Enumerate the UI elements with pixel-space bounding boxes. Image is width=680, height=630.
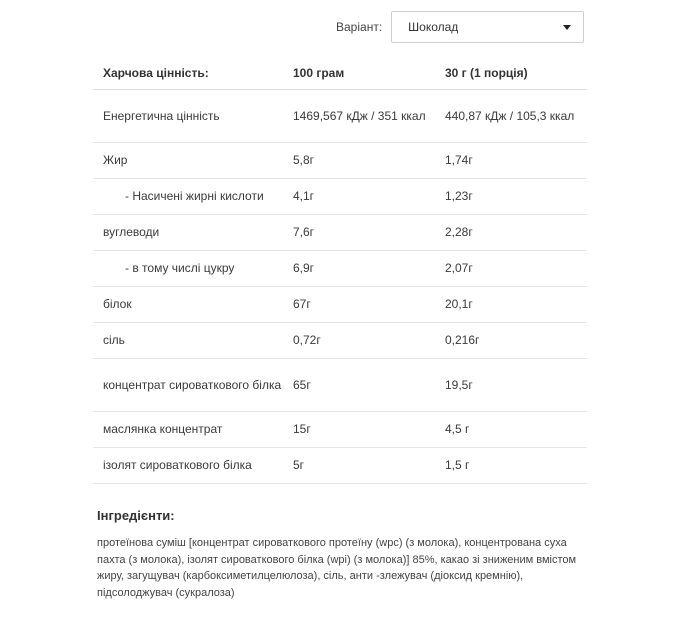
value-per-serving: 20,1г bbox=[435, 287, 587, 323]
variant-selected-value: Шоколад bbox=[408, 20, 459, 34]
nutrition-header-row bbox=[93, 57, 587, 90]
table-row bbox=[93, 448, 587, 484]
value-per-100g: 5,8г bbox=[283, 143, 435, 179]
ingredients-title: Інгредієнти: bbox=[97, 508, 175, 523]
table-row bbox=[93, 359, 587, 412]
nutrient-name: концентрат сироваткового білка bbox=[93, 359, 283, 412]
value-per-100g: 15г bbox=[283, 412, 435, 448]
value-per-100g: 5г bbox=[283, 448, 435, 484]
nutrition-rows bbox=[93, 90, 587, 484]
nutrient-name: - Насичені жирні кислоти bbox=[93, 179, 283, 215]
nutrient-name: білок bbox=[93, 287, 283, 323]
value-per-serving: 19,5г bbox=[435, 359, 587, 412]
value-per-100g: 4,1г bbox=[283, 179, 435, 215]
header-nutrient: Харчова цінність: bbox=[93, 57, 283, 90]
table-row bbox=[93, 90, 587, 143]
nutrient-name: - в тому числі цукру bbox=[93, 251, 283, 287]
nutrient-name: Енергетична цінність bbox=[93, 90, 283, 143]
value-per-100g: 7,6г bbox=[283, 215, 435, 251]
value-per-serving: 1,5 г bbox=[435, 448, 587, 484]
value-per-serving: 0,216г bbox=[435, 323, 587, 359]
nutrient-name: маслянка концентрат bbox=[93, 412, 283, 448]
variant-dropdown[interactable] bbox=[391, 11, 584, 43]
nutrient-name: сіль bbox=[93, 323, 283, 359]
value-per-serving: 2,07г bbox=[435, 251, 587, 287]
value-per-serving: 440,87 кДж / 105,3 ккал bbox=[435, 90, 587, 143]
nutrient-name: вуглеводи bbox=[93, 215, 283, 251]
header-per-100g: 100 грам bbox=[283, 57, 435, 90]
variant-label: Варіант: bbox=[336, 20, 383, 34]
value-per-100g: 67г bbox=[283, 287, 435, 323]
chevron-down-icon bbox=[563, 25, 571, 30]
value-per-serving: 4,5 г bbox=[435, 412, 587, 448]
ingredients-text: протеїнова суміш [концентрат сироваткового протеїну (wpc) (з молока), концентрована суха пахта (з молока), ізолят сироваткового білка (wpi) (з молока)] 85%, какао зі зниженим вмістом жиру, загущувач (карбоксиметилцелюлоза), сіль, анти -злежувач (діоксид кремнію), підсолоджувач (сукралоза) bbox=[97, 537, 577, 599]
value-per-serving: 1,23г bbox=[435, 179, 587, 215]
table-row bbox=[93, 412, 587, 448]
table-row bbox=[93, 323, 587, 359]
table-row bbox=[93, 251, 587, 287]
table-row bbox=[93, 143, 587, 179]
value-per-serving: 1,74г bbox=[435, 143, 587, 179]
table-row bbox=[93, 287, 587, 323]
value-per-100g: 0,72г bbox=[283, 323, 435, 359]
header-per-serving: 30 г (1 порція) bbox=[435, 57, 587, 90]
value-per-serving: 2,28г bbox=[435, 215, 587, 251]
nutrient-name: Жир bbox=[93, 143, 283, 179]
nutrient-name: ізолят сироваткового білка bbox=[93, 448, 283, 484]
value-per-100g: 6,9г bbox=[283, 251, 435, 287]
nutrition-table bbox=[93, 57, 587, 484]
value-per-100g: 1469,567 кДж / 351 ккал bbox=[283, 90, 435, 143]
table-row bbox=[93, 179, 587, 215]
variant-selector bbox=[336, 11, 584, 43]
value-per-100g: 65г bbox=[283, 359, 435, 412]
table-row bbox=[93, 215, 587, 251]
